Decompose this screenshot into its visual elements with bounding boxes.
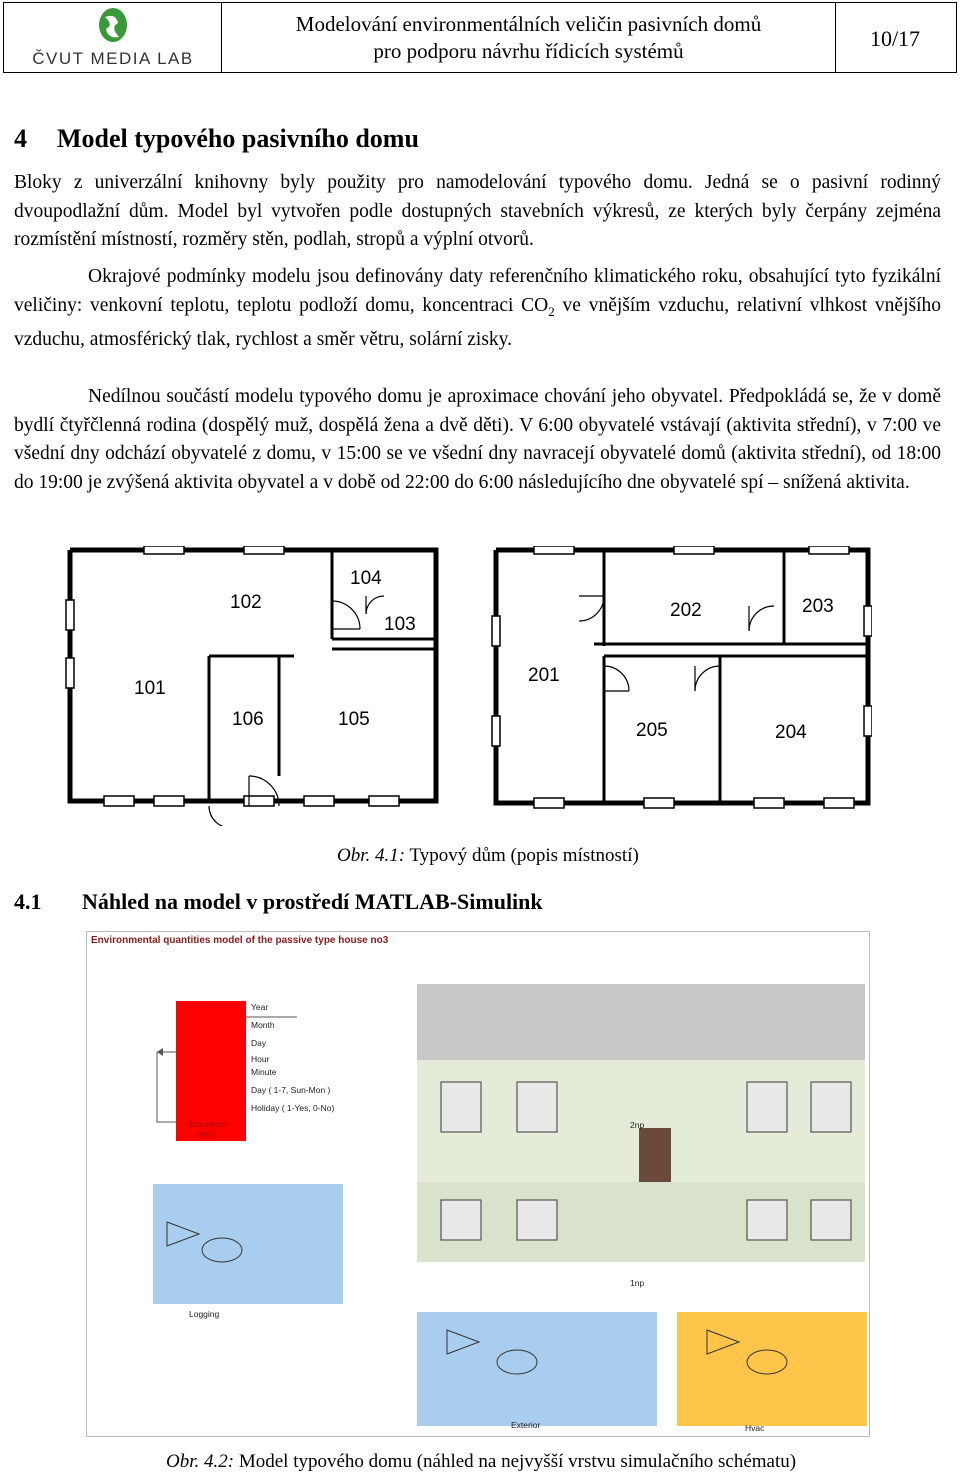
room-205-label: 205	[636, 720, 668, 741]
figure-caption-2	[166, 1451, 796, 1473]
page-header	[3, 2, 957, 73]
co2-subscript: 2	[548, 303, 555, 319]
paragraph-1: Bloky z univerzální knihovny byly použity pro namodelování typového domu. Jedná se o pasivní rodinný dvoupodlažní dům. Model byl vytvořen podle dostupných stavebních výkresů, ze kterých byly čerpány zejména rozmístění místností, rozměry stěn, podlah, stropů a výplní otvorů.	[14, 172, 941, 250]
output-year: Year	[251, 1002, 269, 1012]
model-title: Environmental quantities model of the passive type house no3	[91, 935, 389, 946]
house-roof	[417, 984, 865, 1060]
simulink-model	[86, 931, 870, 1437]
subsection-heading	[14, 889, 543, 915]
figure-caption-1	[337, 845, 639, 867]
model-diagram	[87, 932, 871, 1438]
exterior-block[interactable]	[417, 1312, 657, 1426]
floor-plan	[64, 546, 872, 826]
hvac-block[interactable]	[677, 1312, 867, 1426]
output-weekday: Day ( 1-7, Sun-Mon )	[251, 1085, 331, 1095]
hvac-label: Hvac	[745, 1423, 765, 1433]
room-101-label: 101	[134, 678, 166, 699]
figure-caption-1-text: Typový dům (popis místností)	[405, 845, 639, 866]
floor-1np-label: 1np	[630, 1278, 645, 1288]
page-number: 10/17	[869, 26, 921, 51]
section-heading	[14, 124, 419, 154]
exterior-label: Exterior	[511, 1420, 541, 1430]
room-103-label: 103	[384, 614, 416, 635]
room-204-label: 204	[775, 722, 807, 743]
figure-caption-2-label: Obr. 4.2:	[166, 1451, 235, 1472]
figure-caption-2-text: Model typového domu (náhled na nejvyšší vrstvu simulačního schématu)	[234, 1451, 797, 1472]
room-104-label: 104	[350, 568, 382, 589]
section-number: 4	[14, 124, 27, 153]
room-203-label: 203	[802, 596, 834, 617]
figure-caption-1-label: Obr. 4.1:	[337, 845, 406, 866]
media-lab-logo-icon	[88, 7, 138, 47]
room-202-label: 202	[670, 600, 702, 621]
subsection-title: Náhled na model v prostředí MATLAB-Simulink	[82, 889, 543, 914]
room-201-label: 201	[528, 665, 560, 686]
output-day: Day	[251, 1038, 267, 1048]
room-102-label: 102	[230, 592, 262, 613]
output-hour: Hour	[251, 1054, 270, 1064]
output-minute: Minute	[251, 1067, 277, 1077]
logo-text: ČVUT MEDIA LAB	[32, 49, 194, 68]
header-title-line2: pro podporu návrhu řídicích systémů	[373, 39, 684, 63]
floor-2np-label: 2np	[630, 1120, 645, 1130]
paragraph-2	[14, 263, 941, 354]
logging-label: Logging	[189, 1309, 220, 1319]
paragraph-3: Nedílnou součástí modelu typového domu je aproximace chování jeho obyvatel. Předpokládá se, že v domě bydlí čtyřčlenná rodina (dospělý muž, dospělá žena a dvě děti). V 6:00 obyvatelé vstávají (aktivita střední), v 7:00 ve všední dny odchází obyvatelé z domu, v 15:00 se ve všední dny navracejí obyvatelé domů (aktivita střední), od 18:00 do 19:00 je zvýšená aktivita obyvatel a v době od 22:00 do 6:00 následujícího dne obyvatelé spí – snížená aktivita.	[14, 386, 941, 493]
logo-cell	[4, 3, 222, 72]
header-title-line1: Modelování environmentálních veličin pasivních domů	[295, 12, 762, 36]
output-holiday: Holiday ( 1-Yes, 0-No)	[251, 1103, 335, 1113]
paragraph-2-part-b: ve vnějším vzduchu, relativní vlhkost vnějšího vzduchu, atmosférický tlak, rychlost a směr větru, solární zisky.	[14, 294, 941, 350]
room-105-label: 105	[338, 709, 370, 730]
logging-block[interactable]	[153, 1184, 343, 1304]
subsection-number: 4.1	[14, 889, 42, 914]
section-title: Model typového pasivního domu	[57, 124, 419, 153]
output-month: Month	[251, 1020, 275, 1030]
clock-label: Simulation clock	[187, 1119, 227, 1139]
room-106-label: 106	[232, 709, 264, 730]
paragraph-2-part-a: Okrajové podmínky modelu jsou definovány daty referenčního klimatického roku, obsahující tyto fyzikální veličiny: venkovní teplotu, teplotu podloží domu, koncentraci CO	[14, 266, 941, 316]
header-title	[222, 3, 836, 72]
